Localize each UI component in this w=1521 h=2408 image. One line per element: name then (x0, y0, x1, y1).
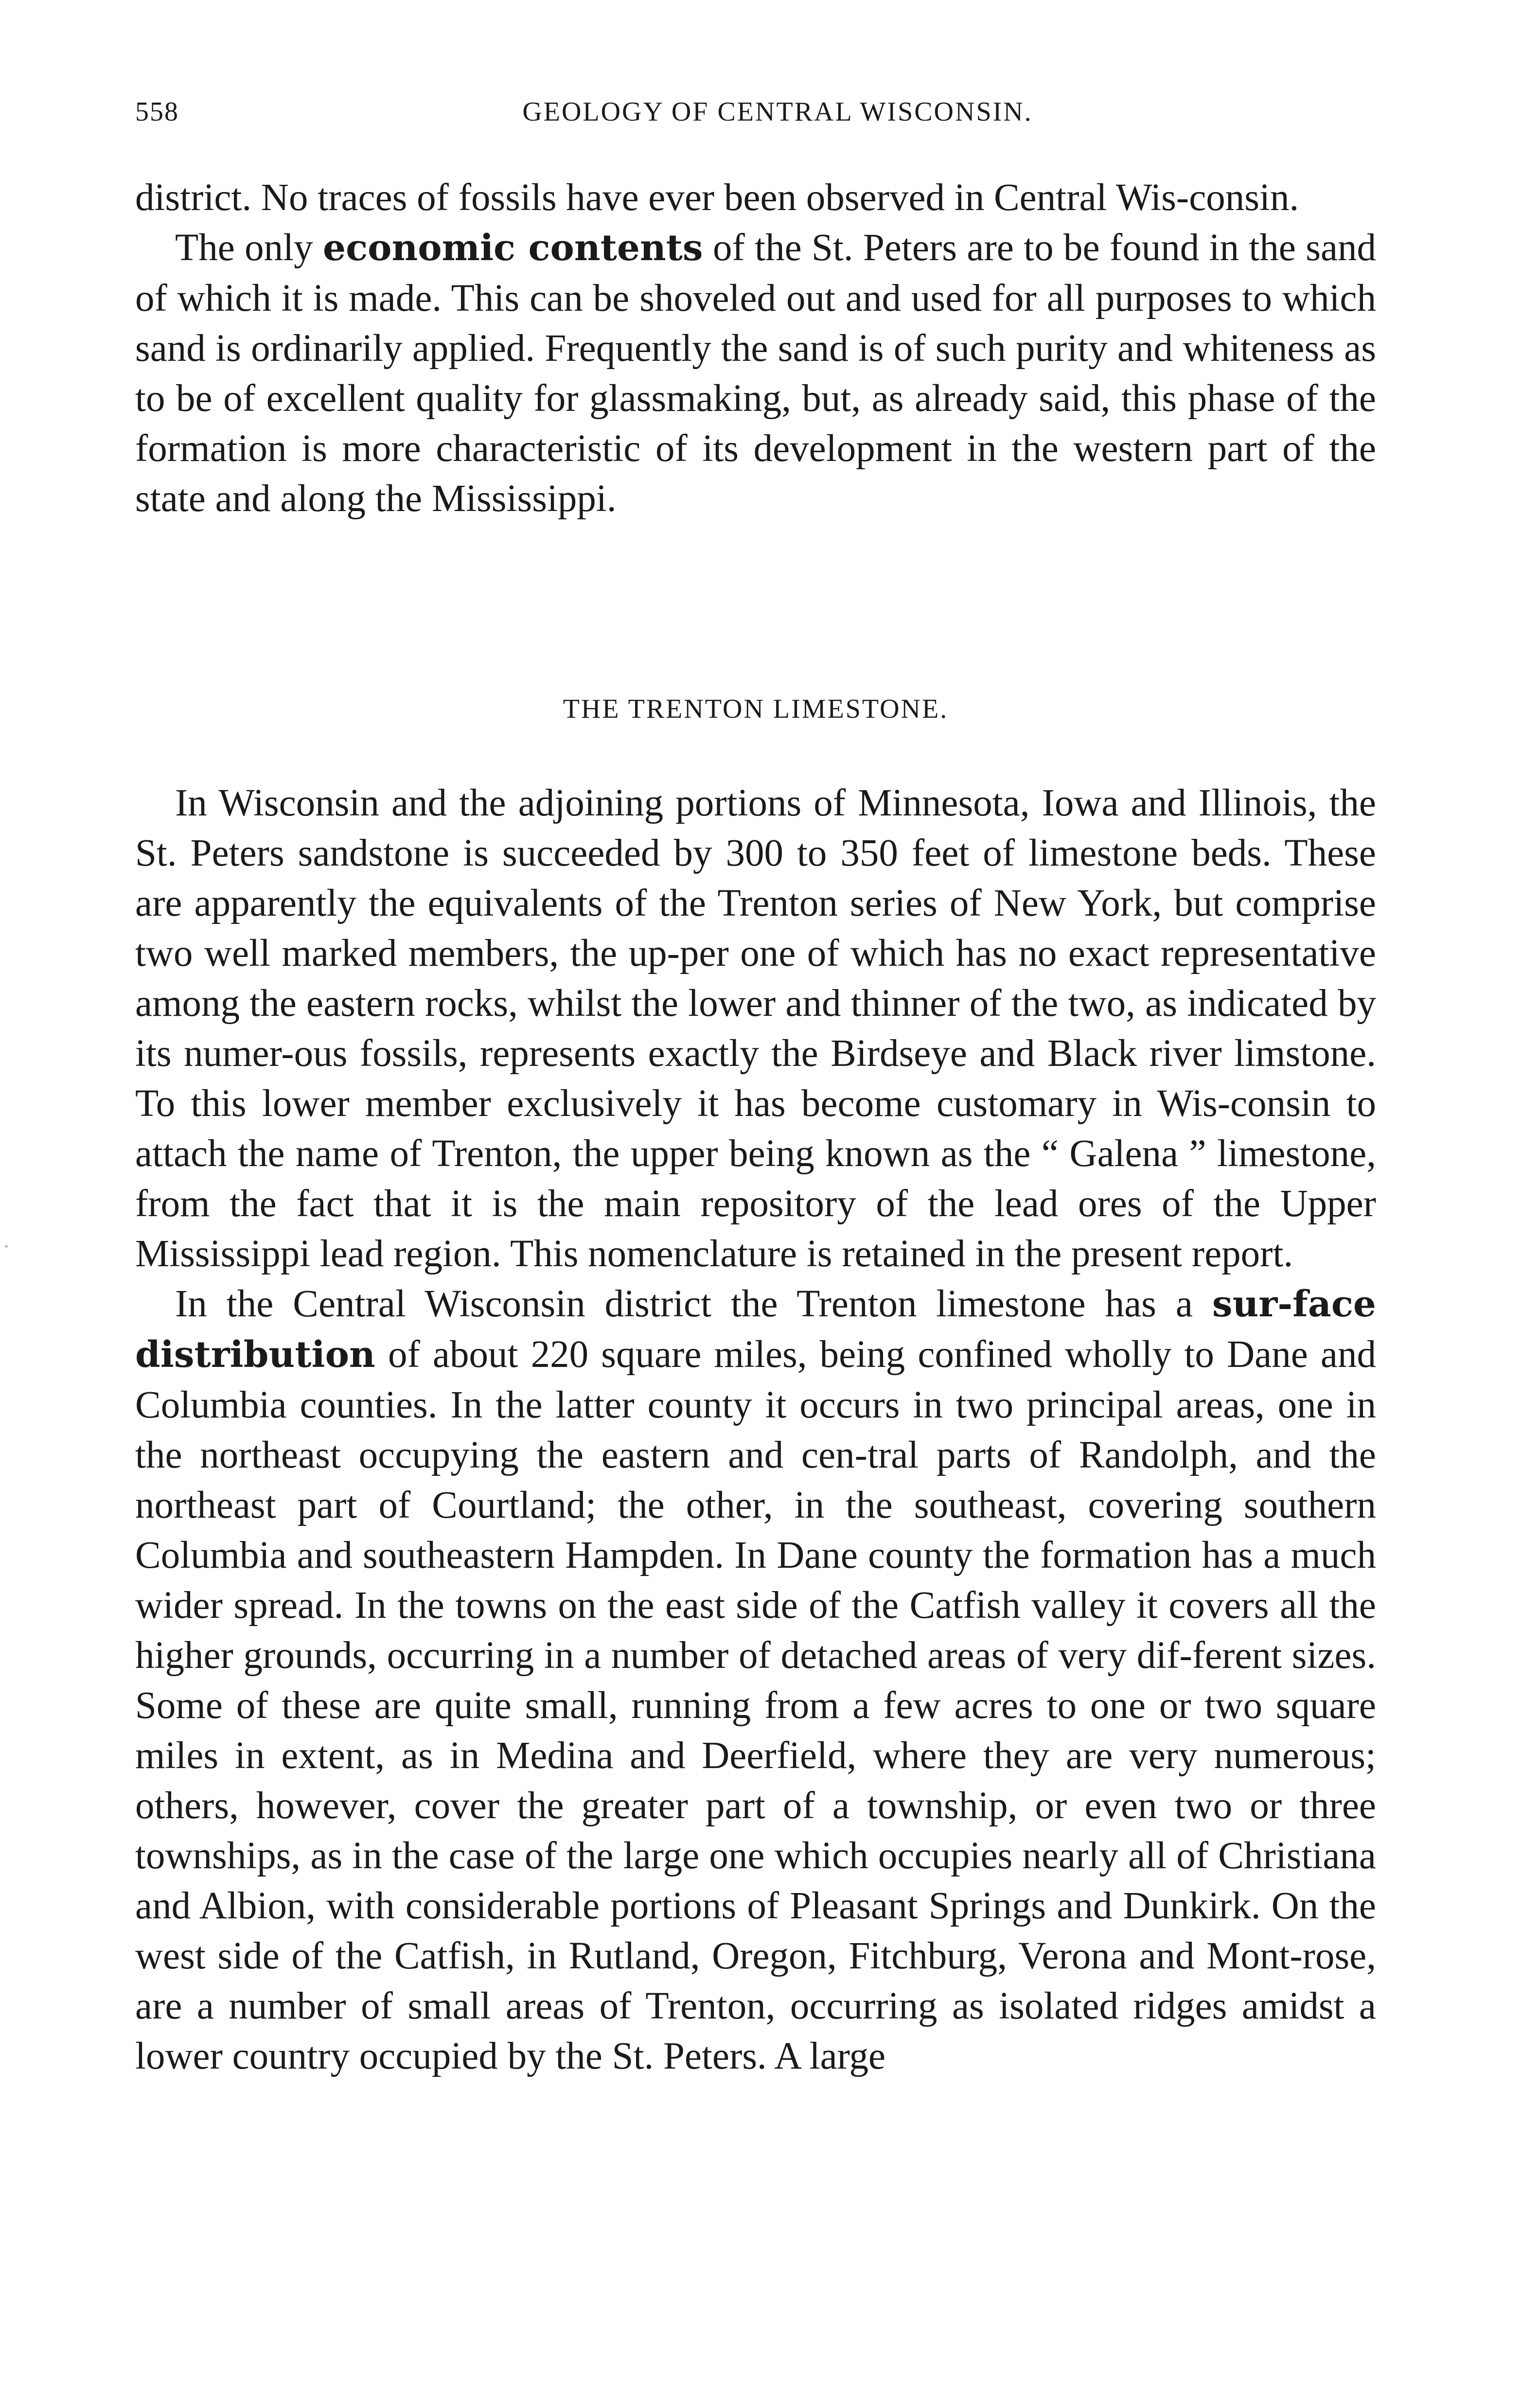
paragraph-text: The only (175, 227, 323, 269)
section-heading: THE TRENTON LIMESTONE. (563, 694, 949, 724)
section-trenton (135, 778, 1376, 2081)
paragraph-fossils: district. No traces of fossils have ever been observed in Central Wis-consin. (135, 177, 1299, 219)
bold-term: economic contents (322, 227, 703, 269)
bold-term: sur-face distribution (135, 1283, 1376, 1376)
section-st-peters (135, 173, 1376, 524)
page-number: 558 (135, 97, 179, 127)
paragraph-trenton-intro: In Wisconsin and the adjoining portions of Minnesota, Iowa and Illinois, the St. Peters sandstone is succeeded by 300 to 350 feet of limestone beds. These are apparently the equivalents of the Trenton series of New York, but comprise two well marked members, the up-per one of which has no exact representative among the eastern rocks, whilst the lower and thinner of the two, as indicated by its numer-ous fossils, represents exactly the Birdseye and Black river limstone. To this lower member exclusively it has become customary in Wis-consin to attach the name of Trenton, the upper being known as the “ Galena ” limestone, from the fact that it is the main repository of the lead ores of the Upper Mississippi lead region. This nomenclature is retained in the present report. (135, 782, 1376, 1275)
paragraph-text: of the St. Peters are to be found in the sand of which it is made. This can be shoveled out and used for all purposes to which sand is ordinarily applied. Frequently the sand is of such purity and whiteness as to be of excellent quality for glassmaking, but, as already said, this phase of the formation is more characteristic of its development in the western part of the state and along the Mississippi. (135, 227, 1377, 520)
paragraph-surface-distribution (135, 1279, 1376, 2081)
running-title: GEOLOGY OF CENTRAL WISCONSIN. (522, 97, 1033, 127)
scan-mark (5, 1245, 8, 1248)
paragraph-text: of about 220 square miles, being confined wholly to Dane and Columbia counties. In the latter county it occurs in two principal areas, one in the northeast occupying the eastern and cen-tral parts of Randolph, and the northeast part of Courtland; the other, in the southeast, covering southern Columbia and southeastern Hampden. In Dane county the formation has a much wider spread. In the towns on the east side of the Catfish valley it covers all the higher grounds, occurring in a number of detached areas of very dif-ferent sizes. Some of these are quite small, running from a few acres to one or two square miles in extent, as in Medina and Deerfield, where they are very numerous; others, however, cover the greater part of a township, or even two or three townships, as in the case of the large one which occupies nearly all of Christiana and Albion, with considerable portions of Pleasant Springs and Dunkirk. On the west side of the Catfish, in Rutland, Oregon, Fitchburg, Verona and Mont-rose, are a number of small areas of Trenton, occurring as isolated ridges amidst a lower country occupied by the St. Peters. A large (135, 1333, 1376, 2077)
paragraph-economic-contents (135, 223, 1376, 524)
running-head (135, 92, 1376, 131)
paragraph-text: In the Central Wisconsin district the Trenton limestone has a (175, 1283, 1212, 1325)
